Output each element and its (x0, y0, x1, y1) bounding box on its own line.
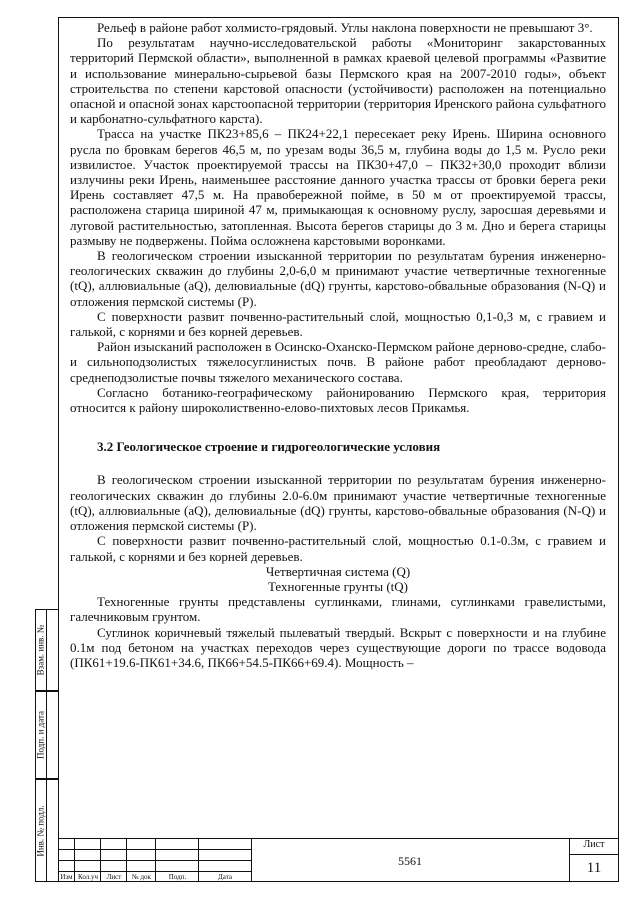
paragraph-technogenic-soils: Техногенные грунты представлены суглинками, глинами, суглинками гравелистыми, галечниковым грунтом. (70, 594, 606, 625)
paragraph-soil-layer: С поверхности развит почвенно-растительный слой, мощностью 0,1-0,3 м, с гравием и галькой, с корнями и без корней деревьев. (70, 308, 606, 340)
side-stamp-inventory (35, 779, 58, 882)
paragraph-soil-layer-2: С поверхности развит почвенно-растительный слой, мощностью 0.1-0.3м, с гравием и галькой, с корнями и без корней деревьев. (70, 533, 606, 564)
title-block (58, 838, 619, 882)
side-label-replacement: Взам. инв. № (35, 624, 46, 676)
side-stamp-signature (35, 691, 58, 779)
col-date: Дата (218, 873, 232, 881)
paragraph-relief: Рельеф в районе работ холмисто-грядовый. Углы наклона поверхности не превышают 3°. (97, 20, 593, 35)
col-count: Кол.уч (78, 873, 98, 881)
paragraph-geology-detail: В геологическом строении изысканной территории по результатам бурения инженерно-геологических скважин до глубины 2.0-6.0м принимают участие четвертичные техногенные (tQ), аллювиальные (aQ), делювиальные (dQ) грунты, карстово-обвальные образования (N-Q) и отложения пермской системы (P). (70, 472, 606, 534)
side-stamp-replacement (35, 609, 58, 691)
side-label-signature: Подп. и дата (35, 710, 46, 760)
subheading-quaternary: Четвертичная система (Q) (265, 563, 411, 579)
col-signature: Подп. (168, 873, 187, 881)
paragraph-soil-region: Район изысканий расположен в Осинско-Оханско-Пермском районе дерново-средне, слабо- и сильноподзолистых тяжелосуглинистых почв. В районе работ преобладают дерново-среднеподзолистые почвы тяжелого механического состава. (70, 339, 606, 385)
subheading-technogenic: Техногенные грунты (tQ) (267, 578, 409, 594)
paragraph-karst-hazard: По результатам научно-исследовательской работы «Мониторинг закарстованных территорий Пермской области», выполненной в рамках краевой целевой программы «Развитие и использование минерально-сырьевой базы Пермского края на 2007-2010 годы», объект строительства по степени карстовой опасности (устойчивости) расположен на потенциально опасной и опасной зонах карстоопасной территории (территория Иренского района сульфатного и карбонатно-сульфатного карста). (70, 35, 606, 127)
side-label-inventory: Инв. № подл. (35, 804, 46, 857)
sheet-number: 11 (586, 860, 602, 876)
paragraph-botany: Согласно ботанико-географическому районированию Пермского края, территория относится к району широколиственно-елово-пихтовых лесов Прикамья. (70, 384, 606, 416)
col-change: Изм (60, 873, 73, 881)
col-doc-number: № док (132, 873, 151, 881)
col-sheet: Лист (106, 873, 122, 881)
body-text (70, 20, 606, 670)
paragraph-river-crossing: Трасса на участке ПК23+85,6 – ПК24+22,1 пересекает реку Ирень. Ширина основного русла по бровкам берегов 46,5 м, по урезам воды 36,5 м, глубина воды до 1,5 м. Русло реки извилистое. Участок проектируемой трассы на ПК30+47,0 – ПК32+30,0 проходит вблизи излучины реки Ирень, наименьшее расстояние данного участка трассы от бровки берега реки Ирень составляет 47,5 м. На правобережной пойме, в 50 м от проектируемой трассы, расположена старица шириной 47 м, примыкающая к основному руслу, заросшая деревьями и луговой растительностью, затопленная. Высота берегов старицы до 3 м. Дно и берега старицы размыву не подвержены. Пойма осложнена карстовыми воронками. (70, 126, 606, 248)
document-code: 5561 (398, 854, 422, 868)
paragraph-geology-summary: В геологическом строении изысканной территории по результатам бурения инженерно-геологических скважин до глубины 2,0-6,0 м принимают участие четвертичные техногенные (tQ), аллювиальные (aQ), делювиальные (dQ) грунты, карстово-обвальные образования (N-Q) и отложения пермской системы (P). (70, 248, 606, 309)
paragraph-loam: Суглинок коричневый тяжелый пылеватый твердый. Вскрыт с поверхности и на глубине 0.1м под бетоном на участках переходов через существующие дороги по трассе водовода (ПК61+19.6-ПК61+34.6, ПК66+54.5-ПК66+69.4). Мощность – (70, 624, 606, 670)
section-heading: 3.2 Геологическое строение и гидрогеологические условия (97, 439, 441, 455)
sheet-label: Лист (583, 839, 605, 850)
